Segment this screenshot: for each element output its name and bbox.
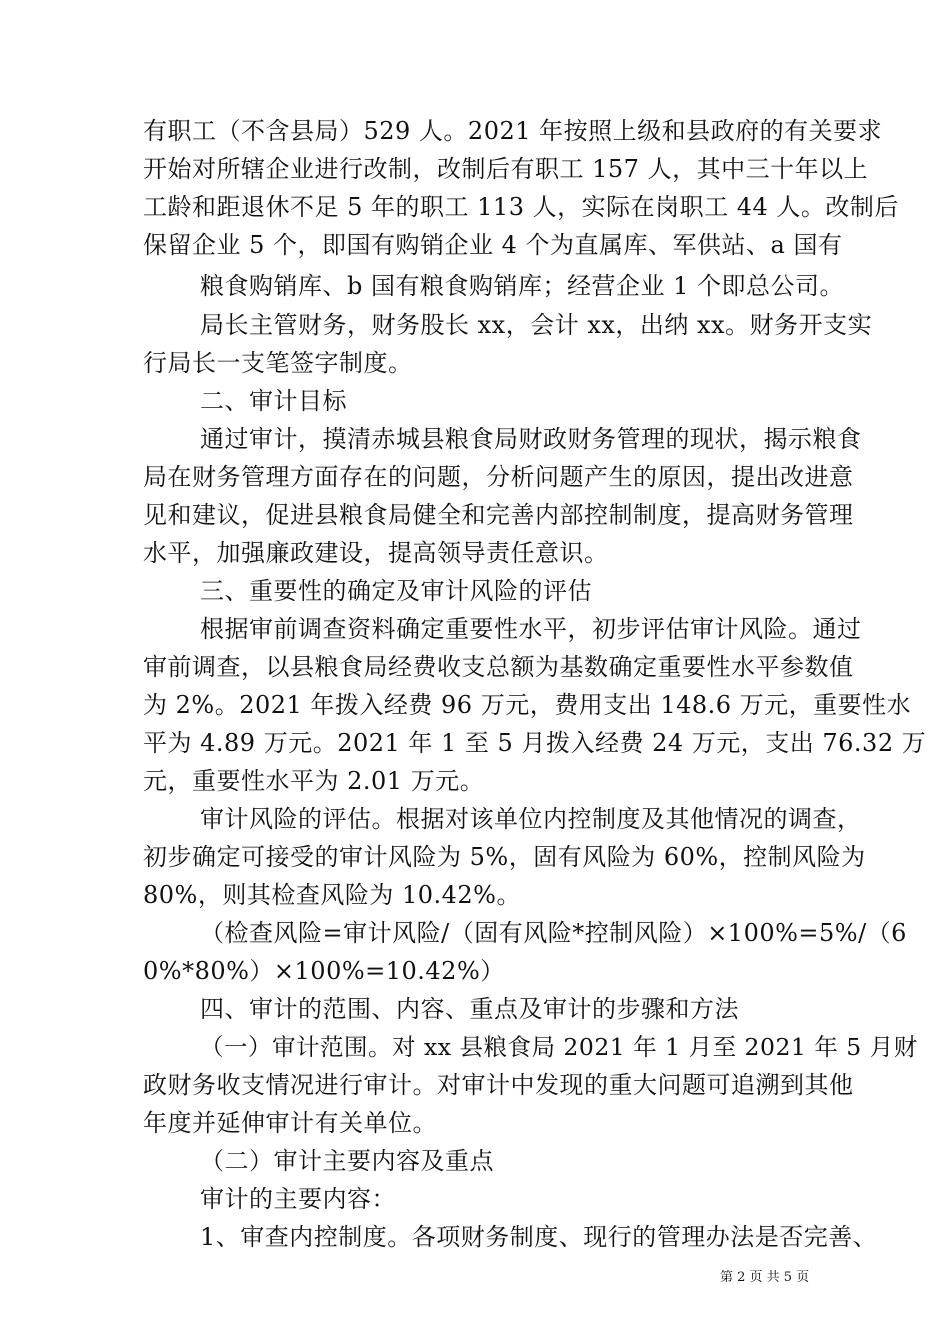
- text-line: 保留企业 5 个，即国有购销企业 4 个为直属库、军供站、a 国有: [143, 231, 843, 259]
- text-line: 行局长一支笔签字制度。: [143, 349, 413, 377]
- text-line: 1、审查内控制度。各项财务制度、现行的管理办法是否完善、: [200, 1223, 878, 1251]
- section-heading: 四、审计的范围、内容、重点及审计的步骤和方法: [200, 995, 739, 1023]
- text-line: 通过审计，摸清赤城县粮食局财政财务管理的现状，揭示粮食: [200, 425, 862, 453]
- text-line: （一）审计范围。对 xx 县粮食局 2021 年 1 月至 2021 年 5 月财: [200, 1033, 918, 1061]
- text-line: 政财务收支情况进行审计。对审计中发现的重大问题可追溯到其他: [143, 1071, 854, 1099]
- text-line: 有职工（不含县局）529 人。2021 年按照上级和县政府的有关要求: [143, 117, 883, 145]
- text-line: 年度并延伸审计有关单位。: [143, 1109, 437, 1137]
- text-line: 粮食购销库、b 国有粮食购销库；经营企业 1 个即总公司。: [200, 272, 845, 300]
- text-line: 为 2%。2021 年拨入经费 96 万元，费用支出 148.6 万元，重要性水: [143, 691, 912, 719]
- text-line: 工龄和距退休不足 5 年的职工 113 人，实际在岗职工 44 人。改制后: [143, 193, 899, 221]
- section-heading: 二、审计目标: [200, 387, 347, 415]
- text-line: 80%，则其检查风险为 10.42%。: [143, 881, 521, 909]
- section-heading: 三、重要性的确定及审计风险的评估: [200, 577, 592, 605]
- text-line: 见和建议，促进县粮食局健全和完善内部控制制度，提高财务管理: [143, 501, 854, 529]
- text-line: 局长主管财务，财务股长 xx，会计 xx，出纳 xx。财务开支实: [200, 311, 873, 339]
- subsection-heading: （二）审计主要内容及重点: [200, 1147, 494, 1175]
- text-line: 根据审前调查资料确定重要性水平，初步评估审计风险。通过: [200, 615, 862, 643]
- formula-line: 0%*80%）×100%=10.42%）: [143, 957, 505, 985]
- text-line: 开始对所辖企业进行改制，改制后有职工 157 人，其中三十年以上: [143, 155, 869, 183]
- text-line: 初步确定可接受的审计风险为 5%，固有风险为 60%，控制风险为: [143, 843, 866, 871]
- text-line: 审前调查，以县粮食局经费收支总额为基数确定重要性水平参数值: [143, 653, 854, 681]
- page-footer: 第 2 页 共 5 页: [720, 1270, 810, 1285]
- formula-line: （检查风险=审计风险/（固有风险*控制风险）×100%=5%/（6: [200, 919, 907, 947]
- text-line: 元，重要性水平为 2.01 万元。: [143, 767, 485, 795]
- text-line: 局在财务管理方面存在的问题，分析问题产生的原因，提出改进意: [143, 463, 854, 491]
- text-line: 审计风险的评估。根据对该单位内控制度及其他情况的调查，: [200, 805, 862, 833]
- text-line: 平为 4.89 万元。2021 年 1 至 5 月拨入经费 24 万元，支出 76.32 万: [143, 729, 927, 757]
- text-line: 水平，加强廉政建设，提高领导责任意识。: [143, 539, 609, 567]
- text-line: 审计的主要内容：: [200, 1185, 396, 1213]
